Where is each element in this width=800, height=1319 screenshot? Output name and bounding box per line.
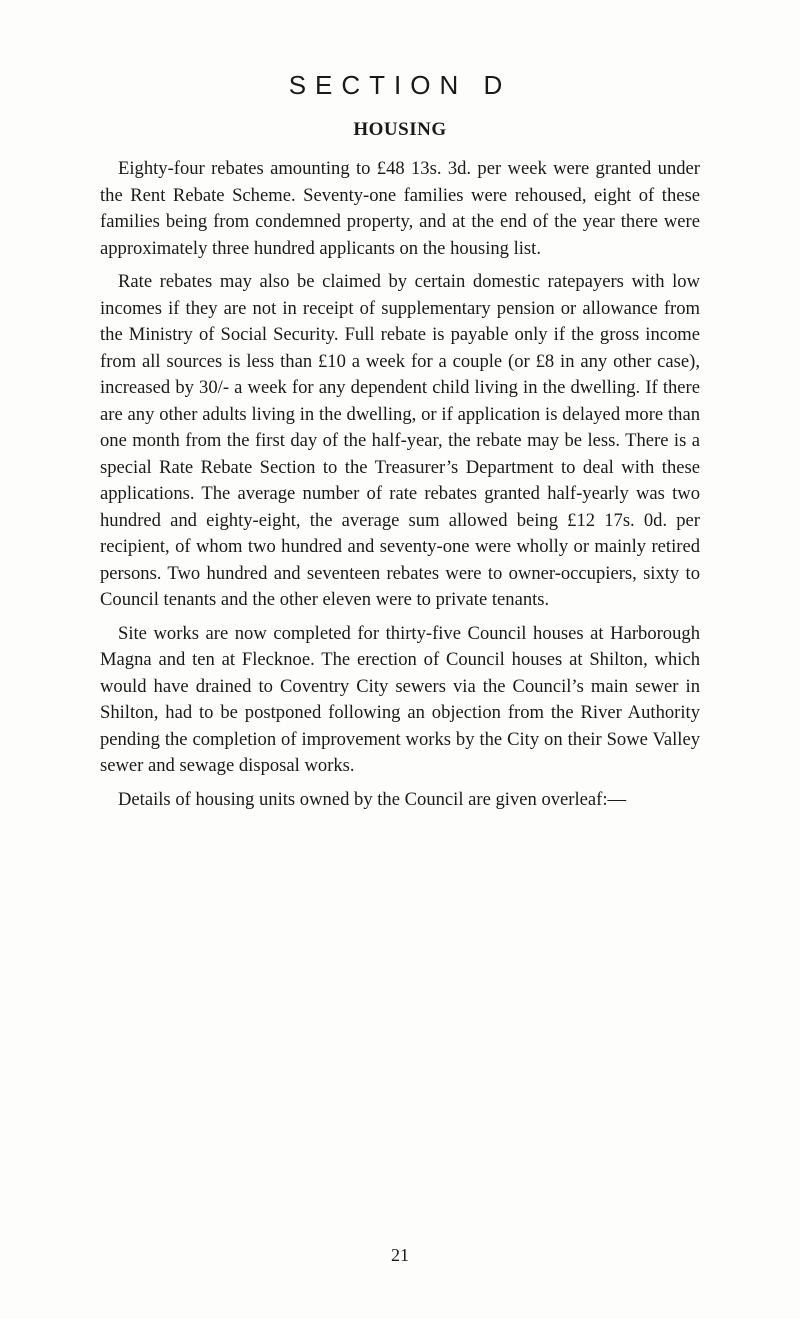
body-text	[100, 156, 700, 820]
paragraph-details: Details of housing units owned by the Council are given overleaf:—	[118, 788, 627, 810]
paragraph-site-works: Site works are now completed for thirty-five Council houses at Harborough Magna and ten at Flecknoe. The erection of Council houses at Shilton, which would have drained to Coventry City sewers via the Council’s main sewer in Shilton, had to be postponed following an objection from the River Authority pending the completion of improvement works by the City on their Sowe Valley sewer and sewage disposal works.	[100, 622, 700, 776]
paragraph-rent-rebates: Eighty-four rebates amounting to £48 13s. 3d. per week were granted under the Rent Rebate Scheme. Seventy-one families were rehoused, eight of these families being from condemned property, and at the end of the year there were approximately three hundred applicants on the housing list.	[100, 158, 700, 259]
page-title: HOUSING	[353, 119, 447, 140]
paragraph-rate-rebates: Rate rebates may also be claimed by certain domestic ratepayers with low incomes if they are not in receipt of supplementary pension or allowance from the Ministry of Social Security. Full rebate is payable only if the gross income from all sources is less than £10 a week for a couple (or £8 in any other case), increased by 30/- a week for any dependent child living in the dwelling. If there are any other adults living in the dwelling, or if application is delayed more than one month from the first day of the half-year, the rebate may be less. There is a special Rate Rebate Section to the Treasurer’s Department to deal with these applications. The average number of rate rebates granted half-yearly was two hundred and eighty-eight, the average sum allowed being £12 17s. 0d. per recipient, of whom two hundred and seventy-one were wholly or mainly retired persons. Two hundred and seventeen rebates were to owner-occupiers, sixty to Council tenants and the other eleven were to private tenants.	[100, 271, 700, 610]
section-heading: SECTION D	[288, 70, 512, 100]
page-number: 21	[391, 1245, 409, 1265]
